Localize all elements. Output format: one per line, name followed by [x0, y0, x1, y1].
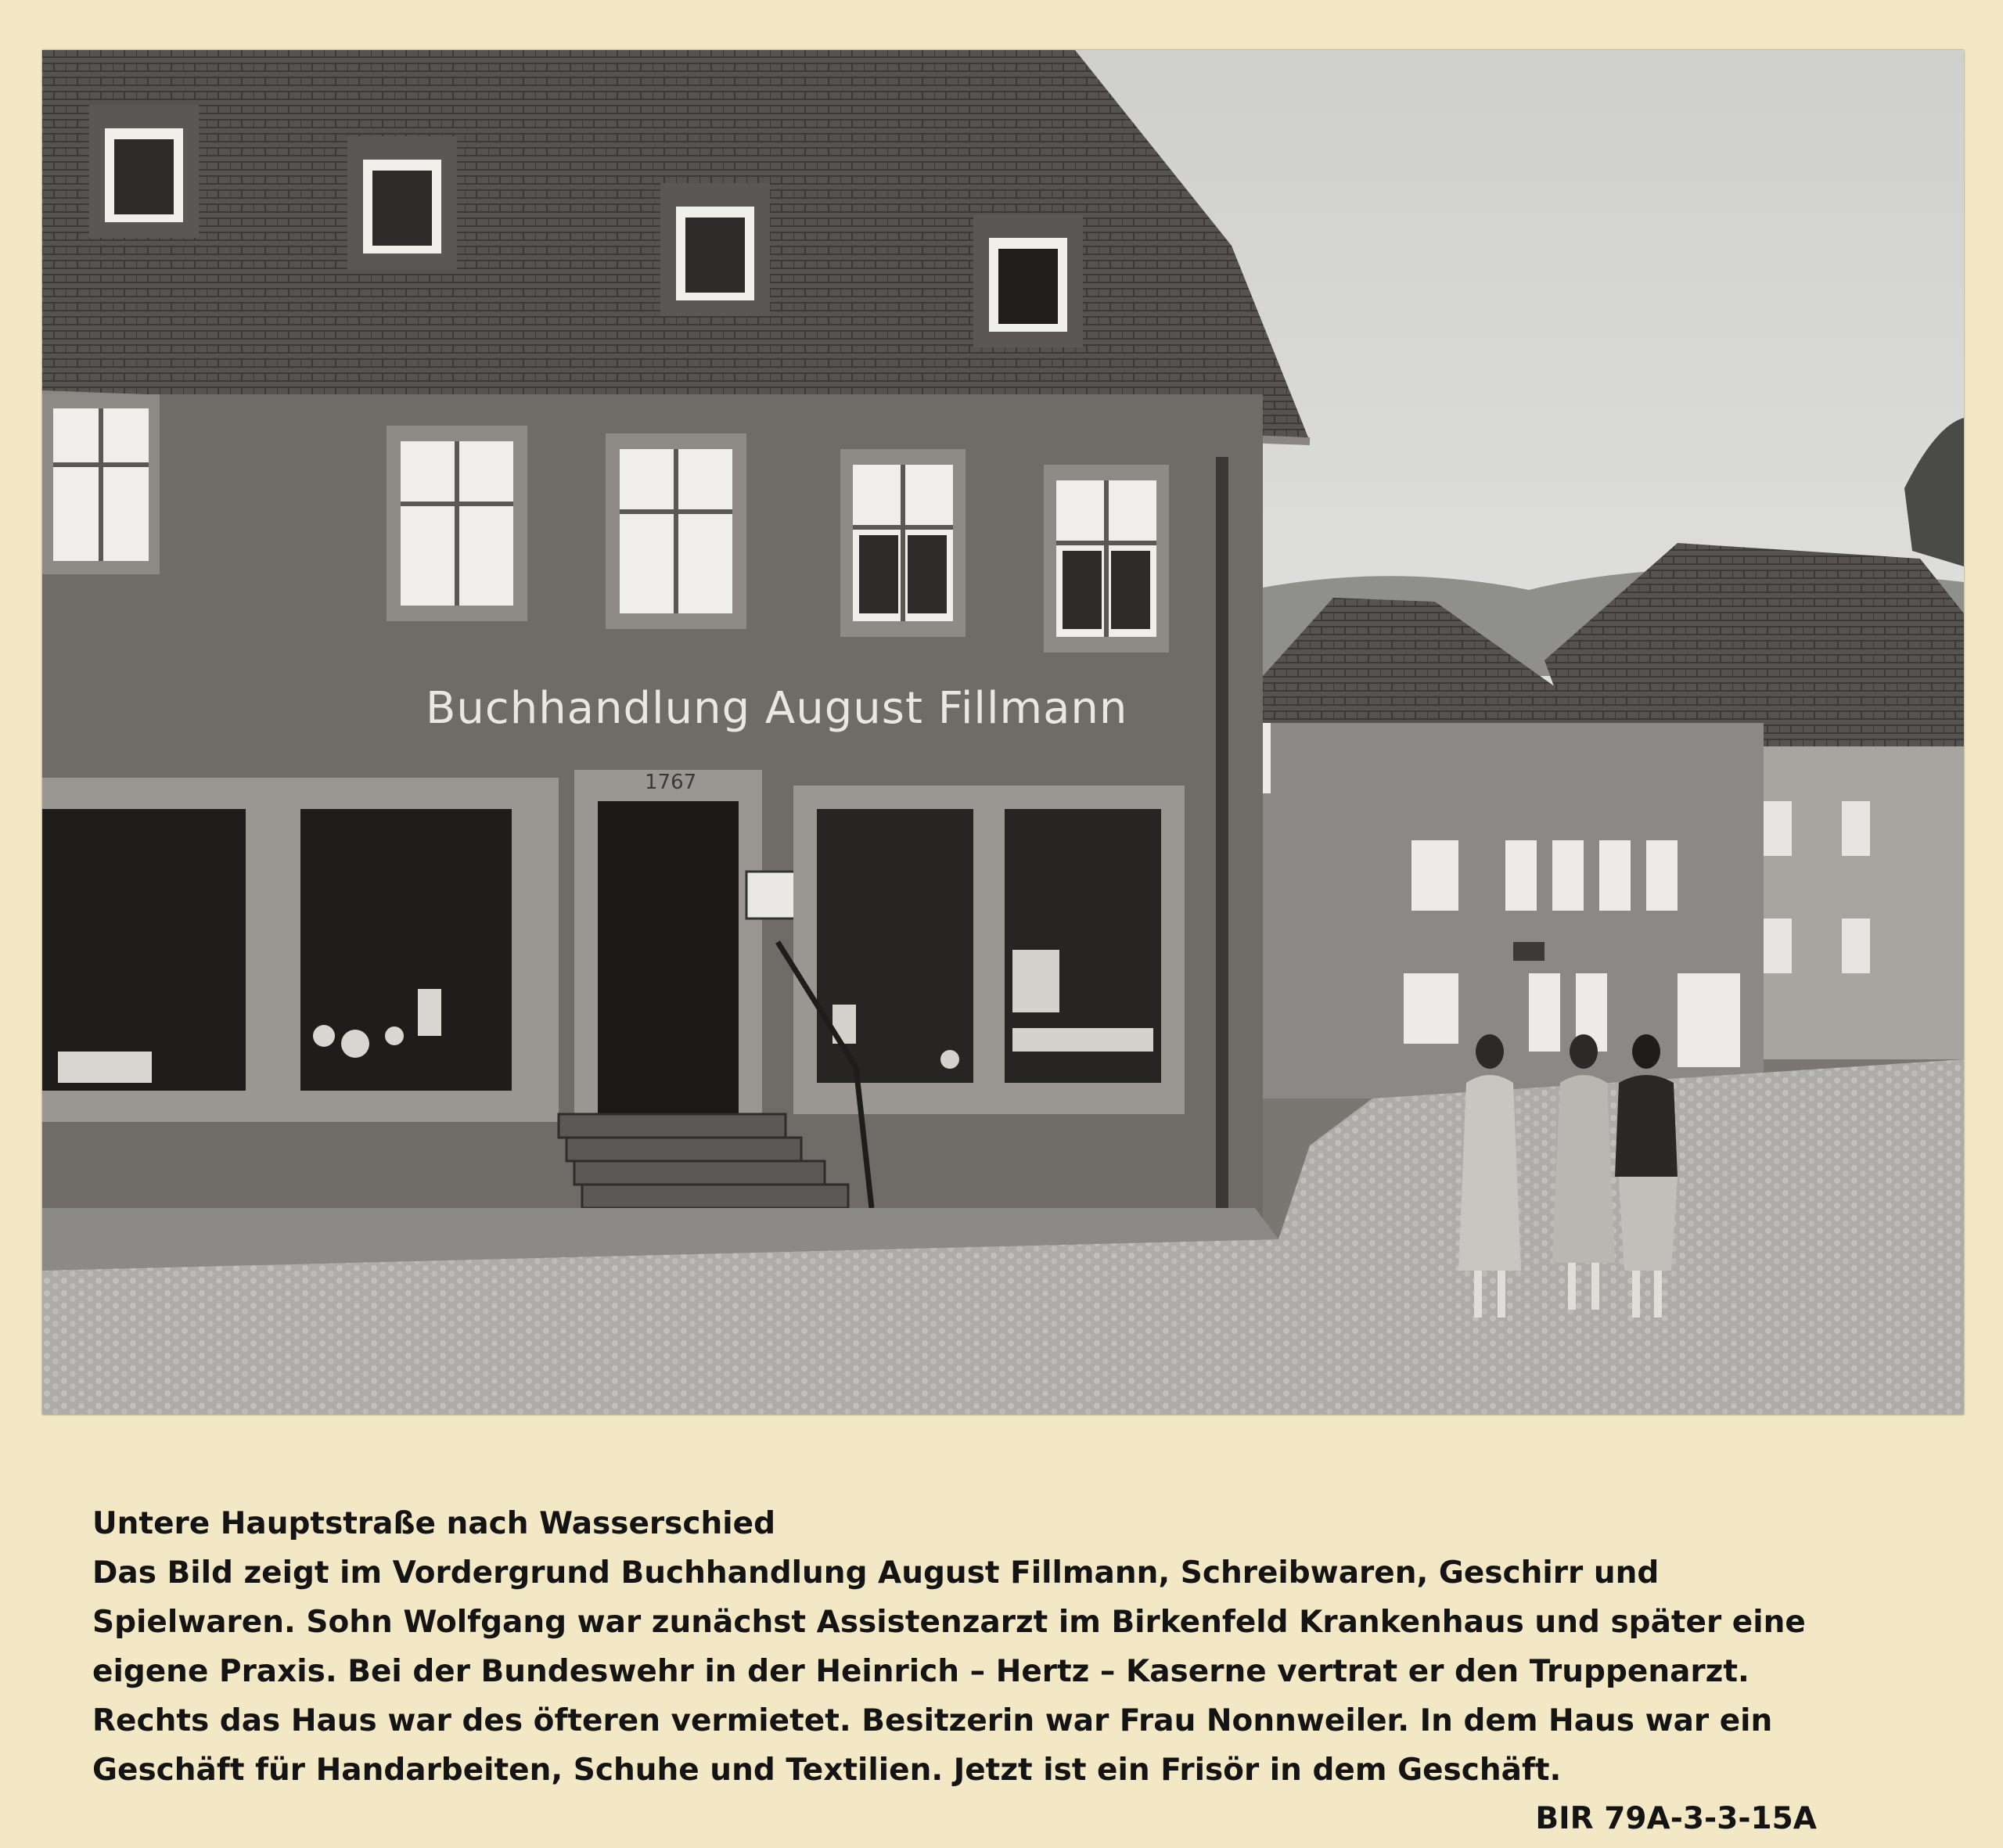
photo-caption — [92, 1499, 1923, 1795]
historic-photo — [42, 50, 1964, 1415]
shop-window-left-1 — [42, 809, 246, 1091]
door-year: 1767 — [645, 771, 697, 794]
shop-signboard — [1513, 942, 1545, 961]
shop-sign: Buchhandlung August Fillmann — [426, 683, 1128, 734]
caption-title: Untere Hauptstraße nach Wasserschied — [92, 1506, 775, 1541]
drainpipe — [1216, 457, 1228, 1208]
caption-line: Spielwaren. Sohn Wolfgang war zunächst Assistenzarzt im Birkenfeld Krankenhaus und später eine — [92, 1605, 1806, 1640]
shop-window-left-2 — [300, 809, 512, 1091]
caption-line: eigene Praxis. Bei der Bundeswehr in der Heinrich – Hertz – Kaserne vertrat er den Truppenarzt. — [92, 1654, 1749, 1689]
street-scene-illustration — [42, 50, 1964, 1415]
door — [598, 801, 739, 1122]
caption-line: Das Bild zeigt im Vordergrund Buchhandlung August Fillmann, Schreibwaren, Geschirr und — [92, 1555, 1660, 1591]
archive-id: BIR 79A-3-3-15A — [1535, 1801, 1817, 1836]
caption-line: Rechts das Haus war des öfteren vermietet. Besitzerin war Frau Nonnweiler. In dem Haus war ein — [92, 1703, 1773, 1738]
caption-line: Geschäft für Handarbeiten, Schuhe und Textilien. Jetzt ist ein Frisör in dem Geschäft. — [92, 1753, 1562, 1788]
